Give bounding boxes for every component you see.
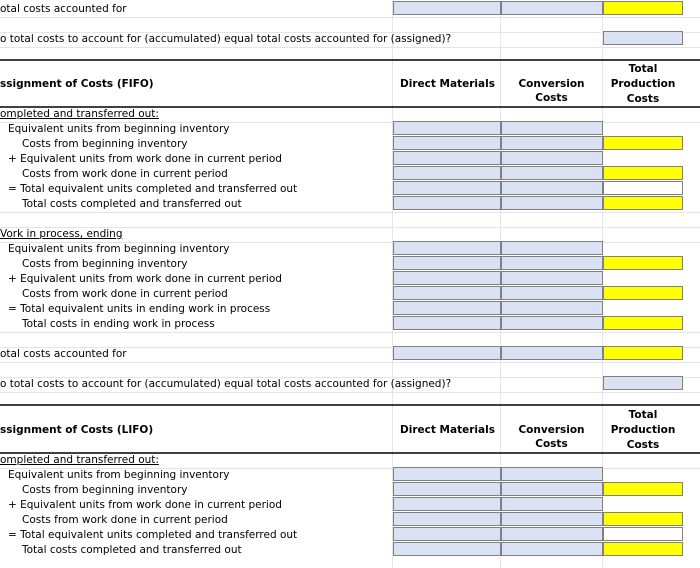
fifo-col-direct-materials: Direct Materials [400,78,495,90]
input-cell[interactable] [393,527,501,541]
fifo-wip-row-3: + Equivalent units from work done in current period [8,273,282,285]
input-cell[interactable] [393,467,501,481]
reconcile-answer-cell[interactable] [603,31,683,45]
lifo-col-total-2: Production [610,424,676,436]
lifo-completed-row-4: Costs from work done in current period [22,514,228,526]
input-cell[interactable] [393,121,501,135]
fifo-completed-row-4: Costs from work done in current period [22,168,228,180]
total-cell[interactable] [603,346,683,360]
input-cell[interactable] [393,151,501,165]
input-cell[interactable] [393,286,501,300]
total-cell[interactable] [603,542,683,556]
lifo-title: ssignment of Costs (LIFO) [0,424,154,436]
total-accounted-cell[interactable] [603,1,683,15]
input-cell[interactable] [501,527,603,541]
input-cell[interactable] [501,151,603,165]
lifo-completed-row-2: Costs from beginning inventory [22,484,188,496]
fifo-title: ssignment of Costs (FIFO) [0,78,154,90]
input-cell[interactable] [393,166,501,180]
input-cell[interactable] [501,542,603,556]
fifo-wip-row-6: Total costs in ending work in process [22,318,215,330]
fifo-col-conversion-costs: Conversion Costs [518,78,585,104]
fifo-col-total-2: Production [610,78,676,90]
input-cell[interactable] [501,497,603,511]
input-cell[interactable] [501,136,603,150]
input-cell[interactable] [393,241,501,255]
reconcile-question: o total costs to account for (accumulated) equal total costs accounted for (assigned)? [0,33,452,45]
input-cell[interactable] [393,346,501,360]
fifo-col-total-1: Total [628,63,658,75]
total-cell[interactable] [603,136,683,150]
lifo-completed-row-5: = Total equivalent units completed and transferred out [8,529,298,541]
fifo-completed-row-3: + Equivalent units from work done in current period [8,153,282,165]
reconcile-answer-cell[interactable] [603,376,683,390]
total-cell[interactable] [603,181,683,195]
fifo-completed-row-1: Equivalent units from beginning inventory [8,123,230,135]
input-cell[interactable] [393,301,501,315]
input-cell[interactable] [501,512,603,526]
total-cell[interactable] [603,166,683,180]
input-cell[interactable] [393,136,501,150]
total-cell[interactable] [603,527,683,541]
total-cell[interactable] [603,316,683,330]
fifo-wip-row-1: Equivalent units from beginning inventory [8,243,230,255]
total-cell[interactable] [603,512,683,526]
input-cell[interactable] [501,271,603,285]
input-cell[interactable] [393,542,501,556]
fifo-wip-row-2: Costs from beginning inventory [22,258,188,270]
cc-total-accounted-cell[interactable] [501,1,603,15]
input-cell[interactable] [501,467,603,481]
lifo-col-direct-materials: Direct Materials [400,424,495,436]
fifo-completed-header: ompleted and transferred out: [0,108,159,120]
input-cell[interactable] [393,482,501,496]
input-cell[interactable] [501,196,603,210]
lifo-completed-row-6: Total costs completed and transferred out [22,544,242,556]
fifo-total-accounted-label: otal costs accounted for [0,348,127,360]
dm-total-accounted-cell[interactable] [393,1,501,15]
fifo-wip-row-5: = Total equivalent units in ending work in process [8,303,271,315]
fifo-completed-row-2: Costs from beginning inventory [22,138,188,150]
total-cell[interactable] [603,256,683,270]
input-cell[interactable] [393,512,501,526]
lifo-col-conversion-costs: Conversion Costs [518,424,585,450]
total-cell[interactable] [603,482,683,496]
total-costs-accounted-label: otal costs accounted for [0,3,127,15]
fifo-reconcile-question: o total costs to account for (accumulated) equal total costs accounted for (assigned)? [0,378,452,390]
fifo-wip-row-4: Costs from work done in current period [22,288,228,300]
fifo-top-border [0,59,700,61]
input-cell[interactable] [501,181,603,195]
lifo-completed-header: ompleted and transferred out: [0,454,159,466]
fifo-wip-header: Vork in process, ending [0,228,123,240]
input-cell[interactable] [501,482,603,496]
total-cell[interactable] [603,196,683,210]
input-cell[interactable] [393,316,501,330]
input-cell[interactable] [501,286,603,300]
input-cell[interactable] [393,271,501,285]
fifo-completed-row-6: Total costs completed and transferred out [22,198,242,210]
lifo-col-total-1: Total [628,409,658,421]
input-cell[interactable] [393,196,501,210]
lifo-top-border [0,404,700,406]
input-cell[interactable] [501,166,603,180]
input-cell[interactable] [393,256,501,270]
fifo-completed-row-5: = Total equivalent units completed and transferred out [8,183,298,195]
total-cell[interactable] [603,286,683,300]
lifo-completed-row-3: + Equivalent units from work done in current period [8,499,282,511]
lifo-completed-row-1: Equivalent units from beginning inventory [8,469,230,481]
input-cell[interactable] [393,497,501,511]
input-cell[interactable] [501,316,603,330]
input-cell[interactable] [501,346,603,360]
input-cell[interactable] [393,181,501,195]
input-cell[interactable] [501,241,603,255]
lifo-col-total-3: Costs [626,439,660,451]
fifo-col-total-3: Costs [626,93,660,105]
input-cell[interactable] [501,301,603,315]
input-cell[interactable] [501,256,603,270]
input-cell[interactable] [501,121,603,135]
